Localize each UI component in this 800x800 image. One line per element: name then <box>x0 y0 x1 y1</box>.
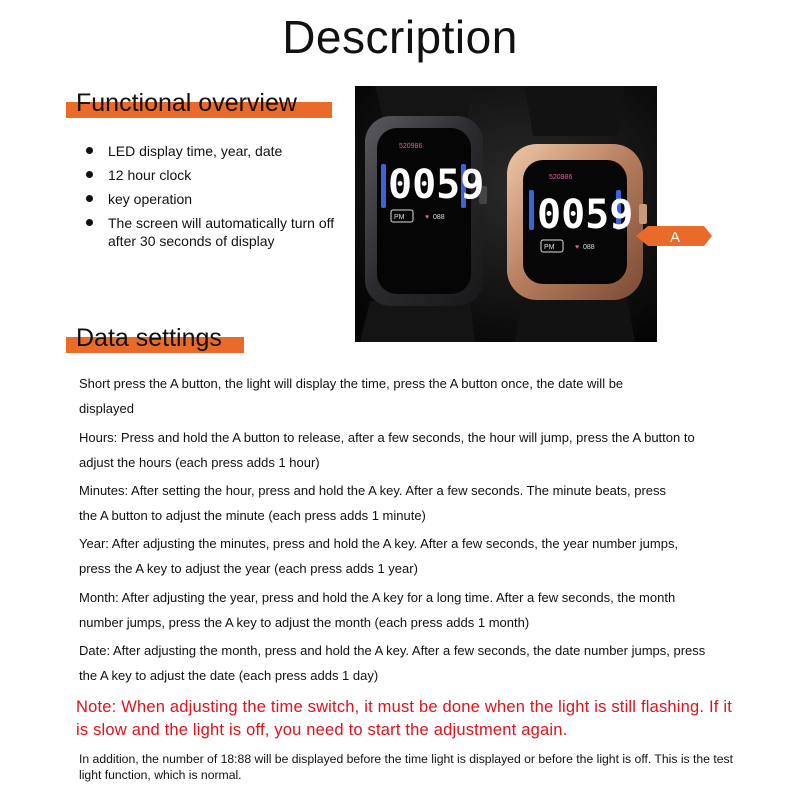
settings-paragraph: Minutes: After setting the hour, press and hold the A key. After a few seconds. The minute beats, press the A button to adjust the minute (each press adds 1 minute) <box>79 483 667 523</box>
right-ampm: PM <box>544 244 555 251</box>
bullet-icon <box>86 147 93 154</box>
feature-item: The screen will automatically turn off after 30 seconds of display <box>86 214 348 250</box>
bullet-icon <box>86 195 93 202</box>
left-watch <box>365 116 487 306</box>
left-badge: 088 <box>433 214 445 221</box>
feature-list <box>86 142 348 256</box>
left-ampm: PM <box>394 214 405 221</box>
bullet-icon <box>86 171 93 178</box>
right-time-digits: 0059 <box>537 192 634 238</box>
right-badge: 088 <box>583 244 595 251</box>
additional-info: In addition, the number of 18:88 will be displayed before the time light is displayed or before the light is off. This is the test light function, which is normal. <box>79 752 733 782</box>
warning-note: Note: When adjusting the time switch, it must be done when the light is still flashing. If it is slow and the light is off, you need to start the adjustment again. <box>76 698 732 739</box>
feature-item: LED display time, year, date <box>86 142 348 160</box>
settings-paragraph: Hours: Press and hold the A button to release, after a few seconds, the hour will jump, press the A button to adjust the hours (each press adds 1 hour) <box>79 430 695 470</box>
product-photo <box>355 86 657 342</box>
a-button-callout <box>636 226 712 246</box>
watches-illustration <box>355 86 657 342</box>
settings-paragraph: Short press the A button, the light will display the time, press the A button once, the date will be displayed <box>79 376 624 416</box>
right-top-readout: 520986 <box>549 174 573 181</box>
functional-overview-heading <box>66 90 332 118</box>
functional-overview-title: Functional overview <box>76 89 297 117</box>
data-settings-heading <box>66 325 244 353</box>
bullet-icon <box>86 219 93 226</box>
settings-paragraph: Year: After adjusting the minutes, press and hold the A key. After a few seconds, the year number jumps, press the A key to adjust the year (each press adds 1 year) <box>79 536 679 576</box>
feature-item: 12 hour clock <box>86 166 348 184</box>
svg-text:♥: ♥ <box>425 214 430 221</box>
settings-paragraph: Date: After adjusting the month, press and hold the A key. After a few seconds, the date number jumps, press the A key to adjust the date (each press adds 1 day) <box>79 643 706 683</box>
feature-item: key operation <box>86 190 348 208</box>
left-time-digits: 0059 <box>388 162 485 208</box>
right-watch <box>507 144 647 300</box>
data-settings-title: Data settings <box>76 324 222 352</box>
left-top-readout: 520986 <box>399 143 423 150</box>
svg-text:♥: ♥ <box>575 244 580 251</box>
page-title: Description <box>282 11 518 63</box>
a-callout-label: A <box>670 229 681 246</box>
settings-paragraph: Month: After adjusting the year, press and hold the A key for a long time. After a few seconds, the month number jumps, press the A key to adjust the month (each press adds 1 month) <box>79 590 676 630</box>
